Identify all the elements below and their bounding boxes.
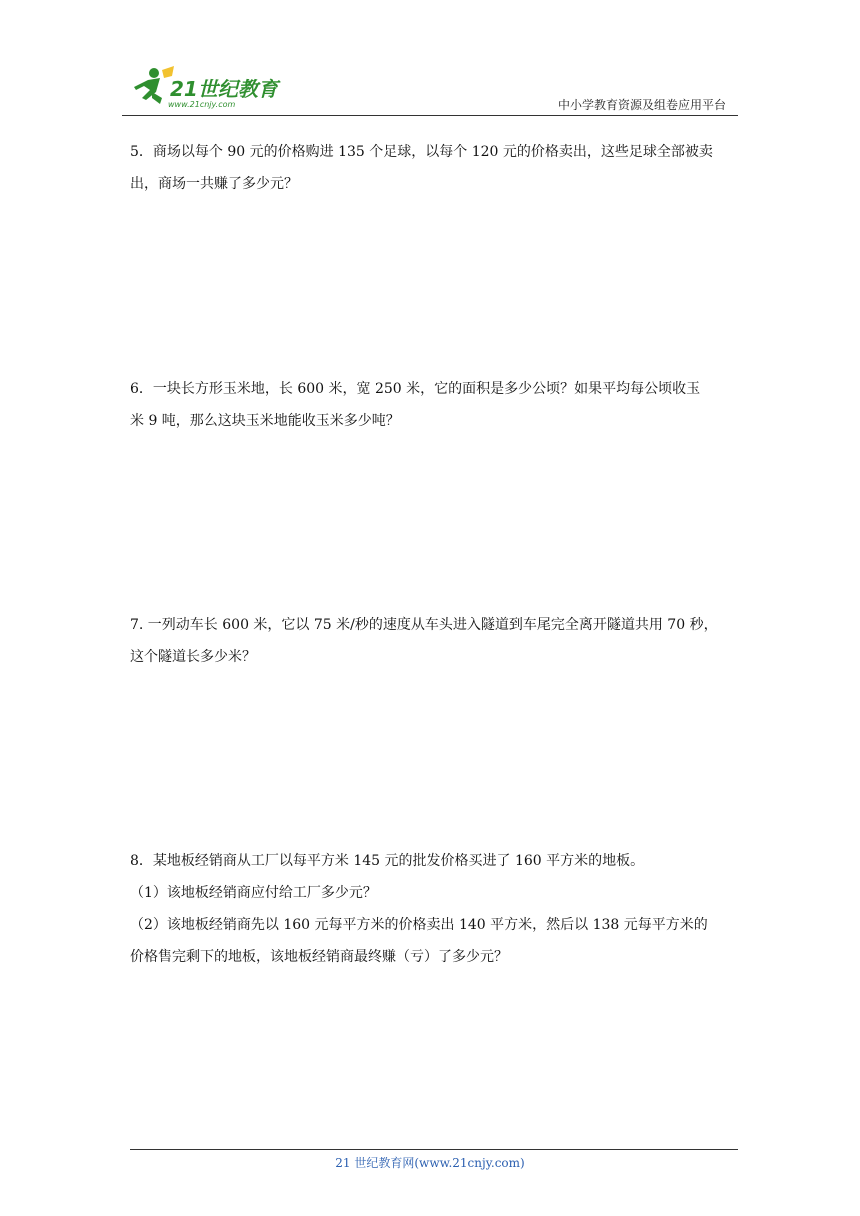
header-divider [122,115,738,116]
footer-divider [130,1149,738,1150]
question-7 [130,609,730,673]
question-line: 出，商场一共赚了多少元？ [130,176,298,192]
question-line: 这个隧道长多少米？ [130,649,256,665]
logo-21cnjy [122,64,302,114]
footer-text: 21 世纪教育网(www.21cnjy.com) [335,1156,525,1170]
question-line: 8．某地板经销商从工厂以每平方米 145 元的批发价格买进了 160 平方米的地板。 [130,853,645,869]
platform-text: 中小学教育资源及组卷应用平台 [557,98,726,112]
page-header [122,64,738,118]
question-line: 价格售完剩下的地板，该地板经销商最终赚（亏）了多少元？ [130,949,508,965]
question-8 [130,845,730,973]
question-line: 6．一块长方形玉米地，长 600 米，宽 250 米，它的面积是多少公顷？如果平均每公顷收玉 [130,381,701,397]
question-line: 米 9 吨，那么这块玉米地能收玉米多少吨？ [130,413,400,429]
question-6 [130,373,730,437]
question-line: 5．商场以每个 90 元的价格购进 135 个足球，以每个 120 元的价格卖出，这些足球全部被卖 [130,144,713,160]
question-line: 7. 一列动车长 600 米，它以 75 米/秒的速度从车头进入隧道到车尾完全离开隧道共用 70 秒， [130,617,718,633]
question-5 [130,136,730,200]
logo-text: 21世纪教育 [170,77,278,101]
question-subpart: （1）该地板经销商应付给工厂多少元？ [130,885,377,901]
question-subpart: （2）该地板经销商先以 160 元每平方米的价格卖出 140 平方米，然后以 138 元每平方米的 [130,917,708,933]
logo-url: www.21cnjy.com [168,100,236,109]
